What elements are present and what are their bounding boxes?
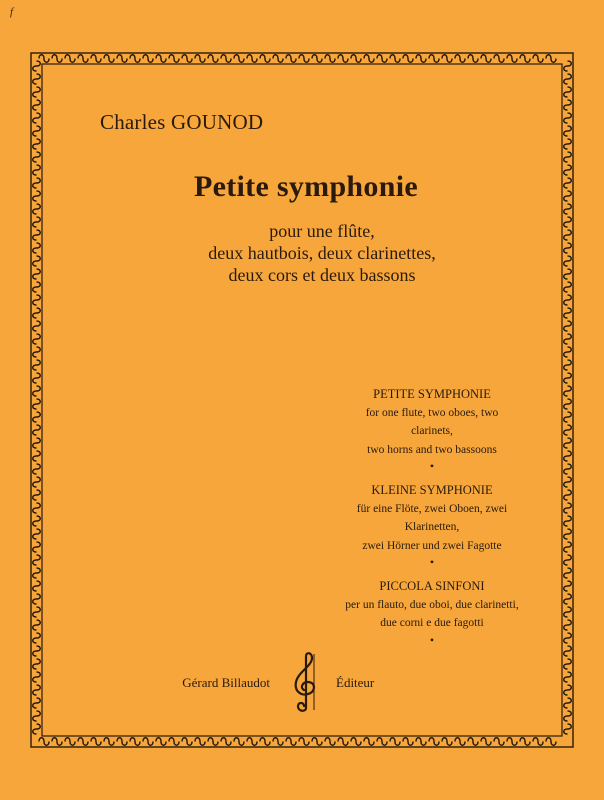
- translation-line: zwei Hörner und zwei Fagotte: [362, 539, 502, 552]
- instrumentation-line: deux hautbois, deux clarinettes,: [208, 243, 436, 263]
- translation-line: per un flauto, due oboi, due clarinetti,: [345, 598, 519, 611]
- work-title-text: Petite symphonie: [194, 170, 418, 203]
- bullet-separator: •: [429, 459, 435, 473]
- translation-german: [344, 481, 520, 569]
- publisher-imprint: [0, 650, 604, 710]
- instrumentation-line: deux cors et deux bassons: [228, 265, 416, 285]
- publisher-role: Éditeur: [336, 675, 375, 690]
- treble-clef-icon: [276, 650, 332, 712]
- translation-line: two horns and two bassoons: [367, 443, 497, 456]
- instrumentation-line: pour une flûte,: [269, 221, 375, 241]
- translation-line: due corni e due fagotti: [380, 617, 484, 629]
- publisher-name: Gérard Billaudot: [182, 675, 270, 690]
- work-title: [0, 170, 604, 204]
- translation-heading: PETITE SYMPHONIE: [373, 387, 491, 401]
- translation-line: for one flute, two oboes, two clarinets,: [365, 406, 499, 437]
- translation-line: für eine Flöte, zwei Oboen, zwei Klarinetten,: [356, 502, 508, 533]
- composer-name: Charles GOUNOD: [100, 110, 264, 134]
- bullet-separator: •: [429, 632, 435, 647]
- instrumentation: [0, 220, 604, 286]
- corner-mark: f: [10, 6, 14, 18]
- translations-list: [344, 385, 520, 655]
- translation-heading: KLEINE SYMPHONIE: [371, 483, 493, 497]
- bullet-separator: •: [429, 555, 435, 569]
- translation-italian: [344, 577, 520, 647]
- translation-heading: PICCOLA SINFONI: [379, 579, 485, 593]
- translation-english: [344, 385, 520, 473]
